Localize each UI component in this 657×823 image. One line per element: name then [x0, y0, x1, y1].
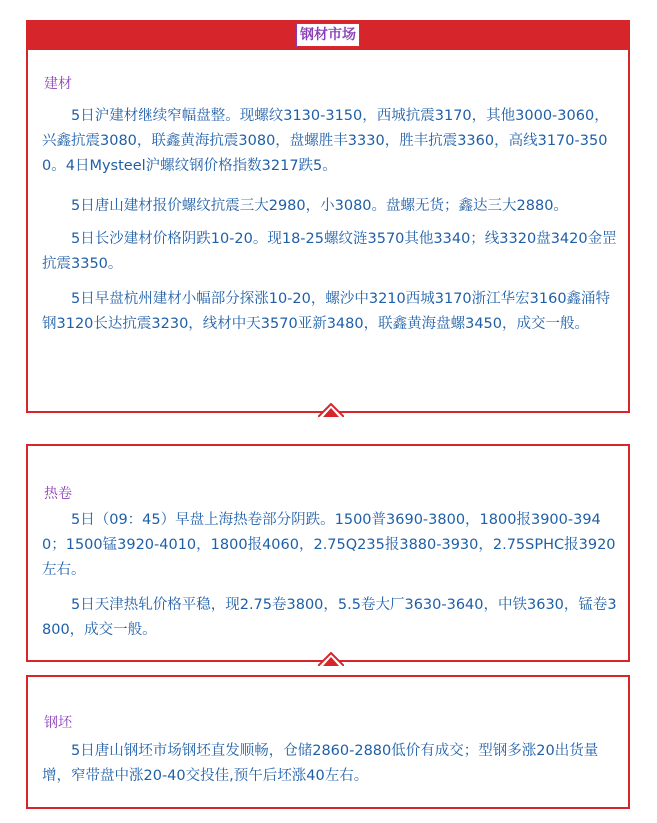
paragraph-shanghai: 5日沪建材继续窄幅盘整。现螺纹3130-3150，西城抗震3170，其他3000-3060，兴鑫抗震3080，联鑫黄海抗震3080，盘螺胜丰3330，胜丰抗震3360，高线3170-3500。4日Mysteel沪螺纹钢价格指数3217跌5。 [42, 108, 609, 174]
paragraph-hangzhou: 5日早盘杭州建材小幅部分探涨10-20，螺沙中3210西城3170浙江华宏3160鑫涌特钢3120长达抗震3230，线材中天3570亚新3480，联鑫黄海盘螺3450，成交一般。 [42, 291, 611, 332]
paragraph-tianjin-hot-rolled: 5日天津热轧价格平稳，现2.75卷3800，5.5卷大厂3630-3640，中铁3630，锰卷3800，成交一般。 [42, 597, 617, 638]
paragraph-shanghai-hot-rolled: 5日（09：45）早盘上海热卷部分阴跌。1500普3690-3800，1800报3900-3940；1500锰3920-4010，1800报4060，2.75Q235报3880-3930，2.75SPHC报3920左右。 [42, 512, 616, 578]
header-bar [28, 22, 628, 50]
section-title-billet: 钢坯 [44, 715, 72, 731]
market-card-billet [26, 675, 630, 809]
paragraph-changsha: 5日长沙建材价格阴跌10-20。现18-25螺纹涟3570其他3340；线3320盘3420金罡抗震3350。 [42, 231, 617, 272]
paragraph-tangshan-billet: 5日唐山钢坯市场钢坯直发顺畅，仓储2860-2880低价有成交；型钢多涨20出货量增，窄带盘中涨20-40交投佳,预午后坯涨40左右。 [42, 743, 599, 784]
market-card-rebar [26, 20, 630, 413]
chevron-up-icon [318, 652, 344, 666]
section-title-rebar: 建材 [44, 76, 72, 92]
chevron-up-icon [318, 403, 344, 417]
paragraph-tangshan: 5日唐山建材报价螺纹抗震三大2980，小3080。盘螺无货；鑫达三大2880。 [71, 198, 568, 214]
page-title: 钢材市场 [297, 24, 359, 46]
market-card-hot-rolled [26, 444, 630, 662]
section-title-hot-rolled: 热卷 [44, 486, 72, 502]
